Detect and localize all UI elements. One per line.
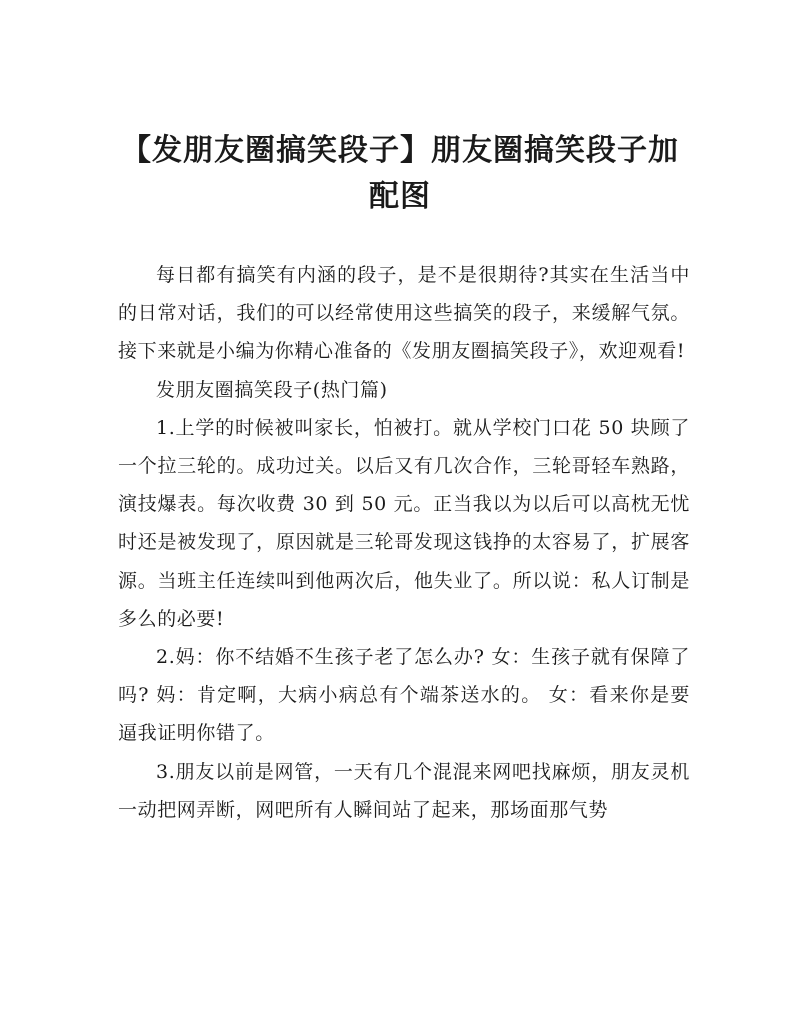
intro-paragraph: 每日都有搞笑有内涵的段子，是不是很期待?其实在生活当中的日常对话，我们的可以经常使用这些搞笑的段子，来缓解气氛。接下来就是小编为你精心准备的《发朋友圈搞笑段子》，欢迎观看! (118, 264, 690, 363)
document-body (118, 256, 690, 829)
joke-paragraph-1: 1.上学的时候被叫家长，怕被打。就从学校门口花 50 块顾了一个拉三轮的。成功过关。以后又有几次合作，三轮哥轻车熟路，演技爆表。每次收费 30 到 50 元。正当我以为以后可以高枕无忧时还是被发现了，原因就是三轮哥发现这钱挣的太容易了，扩展客源。当班主任连续叫到他两次后，他失业了。所以说：私人订制是多么的必要! (118, 416, 690, 630)
document-title: 【发朋友圈搞笑段子】朋友圈搞笑段子加配图 (121, 133, 679, 214)
section-heading: 发朋友圈搞笑段子(热门篇) (156, 378, 388, 401)
joke-paragraph-3: 3.朋友以前是网管，一天有几个混混来网吧找麻烦，朋友灵机一动把网弄断，网吧所有人瞬间站了起来，那场面那气势 (118, 760, 690, 821)
joke-paragraph-2: 2.妈：你不结婚不生孩子老了怎么办? 女：生孩子就有保障了吗? 妈：肯定啊，大病小病总有个端茶送水的。 女：看来你是要逼我证明你错了。 (118, 646, 690, 745)
